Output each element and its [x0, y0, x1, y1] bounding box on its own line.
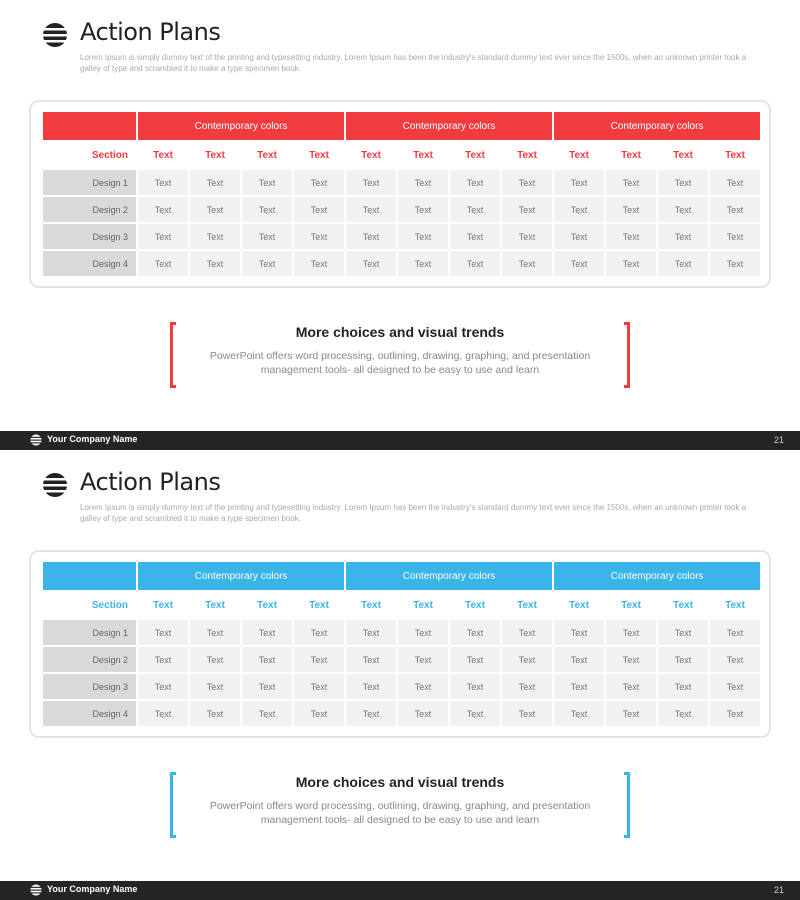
- table-cell: Text: [294, 251, 344, 278]
- table-cell: Text: [138, 251, 188, 278]
- group-header: Contemporary colors: [346, 112, 552, 140]
- table-cell: Text: [658, 647, 708, 674]
- page-title: Action Plans: [80, 18, 221, 46]
- table-cell: Text: [346, 647, 396, 674]
- table-cell: Text: [450, 674, 500, 701]
- table-cell: Text: [398, 170, 448, 197]
- table-cell: Text: [502, 701, 552, 728]
- table-cell: Text: [606, 674, 656, 701]
- table-cell: Text: [138, 701, 188, 728]
- column-label: Text: [205, 149, 225, 161]
- table-cell: Text: [502, 647, 552, 674]
- row-label: Design 4: [43, 701, 136, 728]
- trend-callout: [170, 772, 630, 840]
- table-cell: Text: [710, 170, 760, 197]
- column-label: Text: [517, 149, 537, 161]
- table-cell: Text: [502, 674, 552, 701]
- table-row: [43, 197, 760, 224]
- table-cell: Text: [398, 674, 448, 701]
- table-cell: Text: [190, 197, 240, 224]
- slide-2: [0, 450, 800, 900]
- table-cell: Text: [242, 170, 292, 197]
- column-label: Text: [569, 599, 589, 611]
- table-cell: Text: [190, 251, 240, 278]
- table-cell: Text: [658, 251, 708, 278]
- table-cell: Text: [398, 197, 448, 224]
- table-cell: Text: [606, 224, 656, 251]
- table-cell: Text: [710, 197, 760, 224]
- trend-body: PowerPoint offers word processing, outlining, drawing, graphing, and presentation management tools- all designed to be easy to use and learn: [209, 350, 591, 376]
- column-label: Text: [257, 149, 277, 161]
- column-label: Text: [621, 599, 641, 611]
- table-cell: Text: [606, 170, 656, 197]
- table-cell: Text: [658, 224, 708, 251]
- column-label: Text: [309, 599, 329, 611]
- table-cell: Text: [294, 647, 344, 674]
- table-cell: Text: [138, 674, 188, 701]
- row-label: Design 4: [43, 251, 136, 278]
- table-cell: Text: [242, 674, 292, 701]
- table-cell: Text: [658, 674, 708, 701]
- table-cell: Text: [398, 224, 448, 251]
- column-label: Text: [569, 149, 589, 161]
- table-cell: Text: [138, 170, 188, 197]
- table-cell: Text: [710, 224, 760, 251]
- table-cell: Text: [398, 647, 448, 674]
- column-label: Text: [205, 599, 225, 611]
- table-cell: Text: [450, 170, 500, 197]
- trend-title: More choices and visual trends: [295, 774, 505, 790]
- table-cell: Text: [138, 647, 188, 674]
- table-cell: Text: [294, 674, 344, 701]
- trend-title: More choices and visual trends: [295, 324, 505, 340]
- table-cell: Text: [242, 701, 292, 728]
- table-cell: Text: [242, 197, 292, 224]
- table-cell: Text: [710, 620, 760, 647]
- table-cell: Text: [554, 620, 604, 647]
- table-cell: Text: [502, 170, 552, 197]
- table-cell: Text: [398, 620, 448, 647]
- footer-bar: [0, 431, 800, 450]
- table-cell: Text: [294, 224, 344, 251]
- table-cell: Text: [242, 647, 292, 674]
- striped-globe-icon: [42, 472, 68, 498]
- table-cell: Text: [554, 674, 604, 701]
- trend-callout: [170, 322, 630, 390]
- page-number: 21: [773, 435, 784, 445]
- table-cell: Text: [294, 197, 344, 224]
- section-label: Section: [91, 599, 128, 611]
- table-cell: Text: [554, 224, 604, 251]
- table-row: [43, 647, 760, 674]
- table-cell: Text: [398, 701, 448, 728]
- row-label: Design 2: [43, 647, 136, 674]
- table-corner-header: [43, 112, 136, 140]
- table-cell: Text: [242, 224, 292, 251]
- column-label: Text: [725, 149, 745, 161]
- row-label: Design 3: [43, 674, 136, 701]
- table-cell: Text: [450, 224, 500, 251]
- table-cell: Text: [658, 701, 708, 728]
- table-cell: Text: [502, 224, 552, 251]
- table-row: [43, 170, 760, 197]
- row-label: Design 1: [43, 620, 136, 647]
- action-plan-table: [41, 562, 762, 728]
- table-cell: Text: [346, 620, 396, 647]
- table-cell: Text: [606, 620, 656, 647]
- table-cell: Text: [138, 224, 188, 251]
- column-label: Text: [309, 149, 329, 161]
- striped-globe-icon: [30, 884, 42, 896]
- group-header: Contemporary colors: [554, 562, 760, 590]
- column-label: Text: [361, 599, 381, 611]
- table-cell: Text: [346, 197, 396, 224]
- table-cell: Text: [710, 674, 760, 701]
- table-cell: Text: [294, 170, 344, 197]
- table-cell: Text: [346, 170, 396, 197]
- table-cell: Text: [502, 197, 552, 224]
- table-cell: Text: [554, 197, 604, 224]
- table-cell: Text: [658, 170, 708, 197]
- table-cell: Text: [450, 701, 500, 728]
- page-title: Action Plans: [80, 468, 221, 496]
- table-cell: Text: [658, 197, 708, 224]
- table-cell: Text: [658, 620, 708, 647]
- striped-globe-icon: [42, 22, 68, 48]
- table-cell: Text: [606, 197, 656, 224]
- table-cell: Text: [398, 251, 448, 278]
- striped-globe-icon: [30, 434, 42, 446]
- table-cell: Text: [606, 647, 656, 674]
- table-cell: Text: [606, 251, 656, 278]
- page-number: 21: [773, 885, 784, 895]
- page-description: Lorem Ipsum is simply dummy text of the printing and typesetting industry. Lorem Ipsum has been the industry's standard dummy text ever since the 1500s, when an unknown printer took a galley of type and scrambled it to make a type specimen book.: [80, 503, 747, 523]
- group-header: Contemporary colors: [138, 562, 344, 590]
- table-row: [43, 620, 760, 647]
- column-label: Text: [517, 599, 537, 611]
- table-cell: Text: [346, 251, 396, 278]
- column-label: Text: [725, 599, 745, 611]
- table-cell: Text: [502, 620, 552, 647]
- table-cell: Text: [554, 701, 604, 728]
- section-label: Section: [91, 149, 128, 161]
- table-cell: Text: [346, 674, 396, 701]
- table-cell: Text: [242, 251, 292, 278]
- table-cell: Text: [190, 674, 240, 701]
- table-cell: Text: [450, 647, 500, 674]
- table-row: [43, 701, 760, 728]
- table-cell: Text: [554, 170, 604, 197]
- table-row: [43, 224, 760, 251]
- table-cell: Text: [554, 251, 604, 278]
- table-cell: Text: [710, 701, 760, 728]
- column-label: Text: [361, 149, 381, 161]
- table-cell: Text: [450, 197, 500, 224]
- table-cell: Text: [190, 224, 240, 251]
- table-cell: Text: [554, 647, 604, 674]
- table-corner-header: [43, 562, 136, 590]
- footer-company-name: Your Company Name: [47, 434, 138, 444]
- table-cell: Text: [450, 251, 500, 278]
- trend-body: PowerPoint offers word processing, outlining, drawing, graphing, and presentation management tools- all designed to be easy to use and learn: [209, 800, 591, 826]
- column-label: Text: [153, 599, 173, 611]
- row-label: Design 1: [43, 170, 136, 197]
- group-header: Contemporary colors: [554, 112, 760, 140]
- group-header: Contemporary colors: [138, 112, 344, 140]
- table-cell: Text: [710, 251, 760, 278]
- page-description: Lorem Ipsum is simply dummy text of the printing and typesetting industry. Lorem Ipsum has been the industry's standard dummy text ever since the 1500s, when an unknown printer took a galley of type and scrambled it to make a type specimen book.: [80, 53, 747, 73]
- table-cell: Text: [294, 701, 344, 728]
- table-cell: Text: [502, 251, 552, 278]
- column-label: Text: [257, 599, 277, 611]
- table-cell: Text: [242, 620, 292, 647]
- table-row: [43, 251, 760, 278]
- table-cell: Text: [606, 701, 656, 728]
- column-label: Text: [621, 149, 641, 161]
- table-cell: Text: [450, 620, 500, 647]
- action-plan-table: [41, 112, 762, 278]
- table-cell: Text: [190, 701, 240, 728]
- table-cell: Text: [190, 647, 240, 674]
- table-cell: Text: [346, 701, 396, 728]
- table-cell: Text: [138, 197, 188, 224]
- table-cell: Text: [190, 170, 240, 197]
- group-header: Contemporary colors: [346, 562, 552, 590]
- table-cell: Text: [710, 647, 760, 674]
- table-cell: Text: [138, 620, 188, 647]
- footer-bar: [0, 881, 800, 900]
- column-label: Text: [413, 149, 433, 161]
- row-label: Design 2: [43, 197, 136, 224]
- row-label: Design 3: [43, 224, 136, 251]
- column-label: Text: [153, 149, 173, 161]
- table-row: [43, 674, 760, 701]
- column-label: Text: [465, 149, 485, 161]
- column-label: Text: [673, 149, 693, 161]
- column-label: Text: [413, 599, 433, 611]
- column-label: Text: [465, 599, 485, 611]
- table-cell: Text: [190, 620, 240, 647]
- table-cell: Text: [294, 620, 344, 647]
- column-label: Text: [673, 599, 693, 611]
- footer-company-name: Your Company Name: [47, 884, 138, 894]
- table-cell: Text: [346, 224, 396, 251]
